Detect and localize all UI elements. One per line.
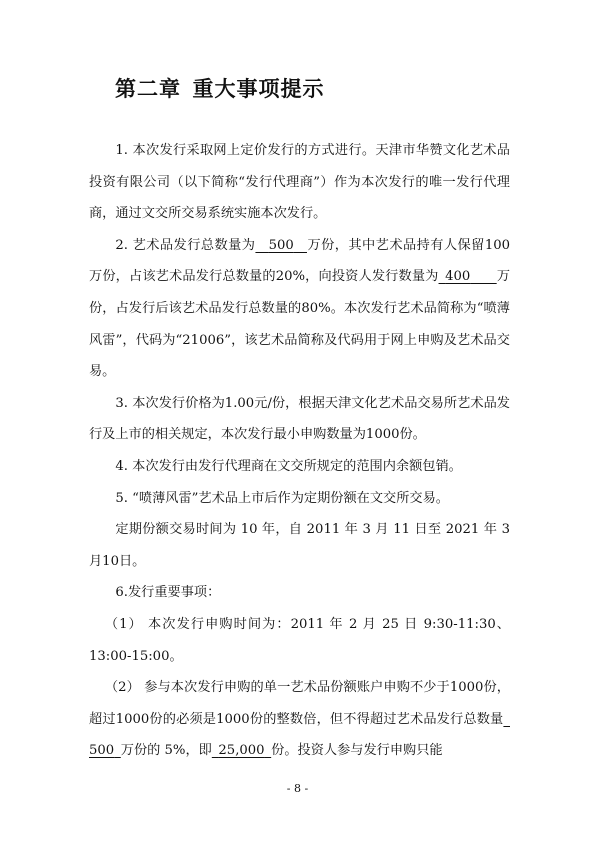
investor-quantity-number: 400 [445, 269, 471, 285]
total-quantity-ref-number: 500 [89, 743, 115, 759]
chapter-number: 第二章 [115, 77, 181, 101]
max-subscription-value [212, 743, 271, 758]
paragraph-8: （1） 本次发行申购时间为：2011 年 2 月 25 日 9:30-11:30、13:00-15:00。 [89, 616, 510, 664]
paragraph-1: 1. 本次发行采取网上定价发行的方式进行。天津市华赞文化艺术品投资有限公司（以下简称“发行代理商”）作为本次发行的唯一发行代理商，通过文交所交易系统实施本次发行。 [89, 143, 510, 222]
paragraph-9-text-a: （2） 参与本次发行申购的单一艺术品份额账户申购不少于1000份，超过1000份的必须是1000份的整数倍，但不得超过艺术品发行总数量 [89, 680, 510, 727]
investor-quantity-value [439, 269, 497, 284]
max-subscription-number: 25,000 [218, 743, 265, 759]
chapter-heading [115, 73, 325, 103]
total-quantity-value [255, 238, 307, 253]
chapter-title: 重大事项提示 [192, 77, 325, 101]
document-body [89, 135, 510, 767]
paragraph-2 [89, 230, 510, 388]
paragraph-6: 定期份额交易时间为 10 年，自 2011 年 3 月 11 日至 2021 年 3 月10日。 [89, 522, 510, 569]
paragraph-9-text-e: 份。投资人参与发行申购只能 [271, 743, 443, 759]
page-number: - 8 - [286, 782, 309, 795]
paragraph-7: 6.发行重要事项： [115, 585, 221, 601]
paragraph-5: 5. “喷薄风雷”艺术品上市后作为定期份额在文交所交易。 [115, 490, 449, 506]
paragraph-9-text-c: 万份的 5%，即 [120, 743, 212, 759]
total-quantity-number: 500 [268, 237, 294, 253]
paragraph-2-text-a: 2. 艺术品发行总数量为 [115, 237, 256, 253]
paragraph-4: 4. 本次发行由发行代理商在文交所规定的范围内余额包销。 [115, 458, 462, 474]
paragraph-2-text-e: 万份，占发行后该艺术品发行总数量的80%。本次发行艺术品简称为“喷薄风雷”，代码为“21006”，该艺术品简称及代码用于网上申购及艺术品交易。 [89, 269, 511, 380]
paragraph-2-text-c: 万份，其中艺术品持有人保留100万份，占该艺术品发行总数量的20%，向投资人发行数量为 [89, 237, 510, 285]
paragraph-3: 3. 本次发行价格为1.00元/份，根据天津文化艺术品交易所艺术品发行及上市的相关规定，本次发行最小申购数量为1000份。 [89, 395, 510, 443]
paragraph-9 [89, 672, 510, 767]
